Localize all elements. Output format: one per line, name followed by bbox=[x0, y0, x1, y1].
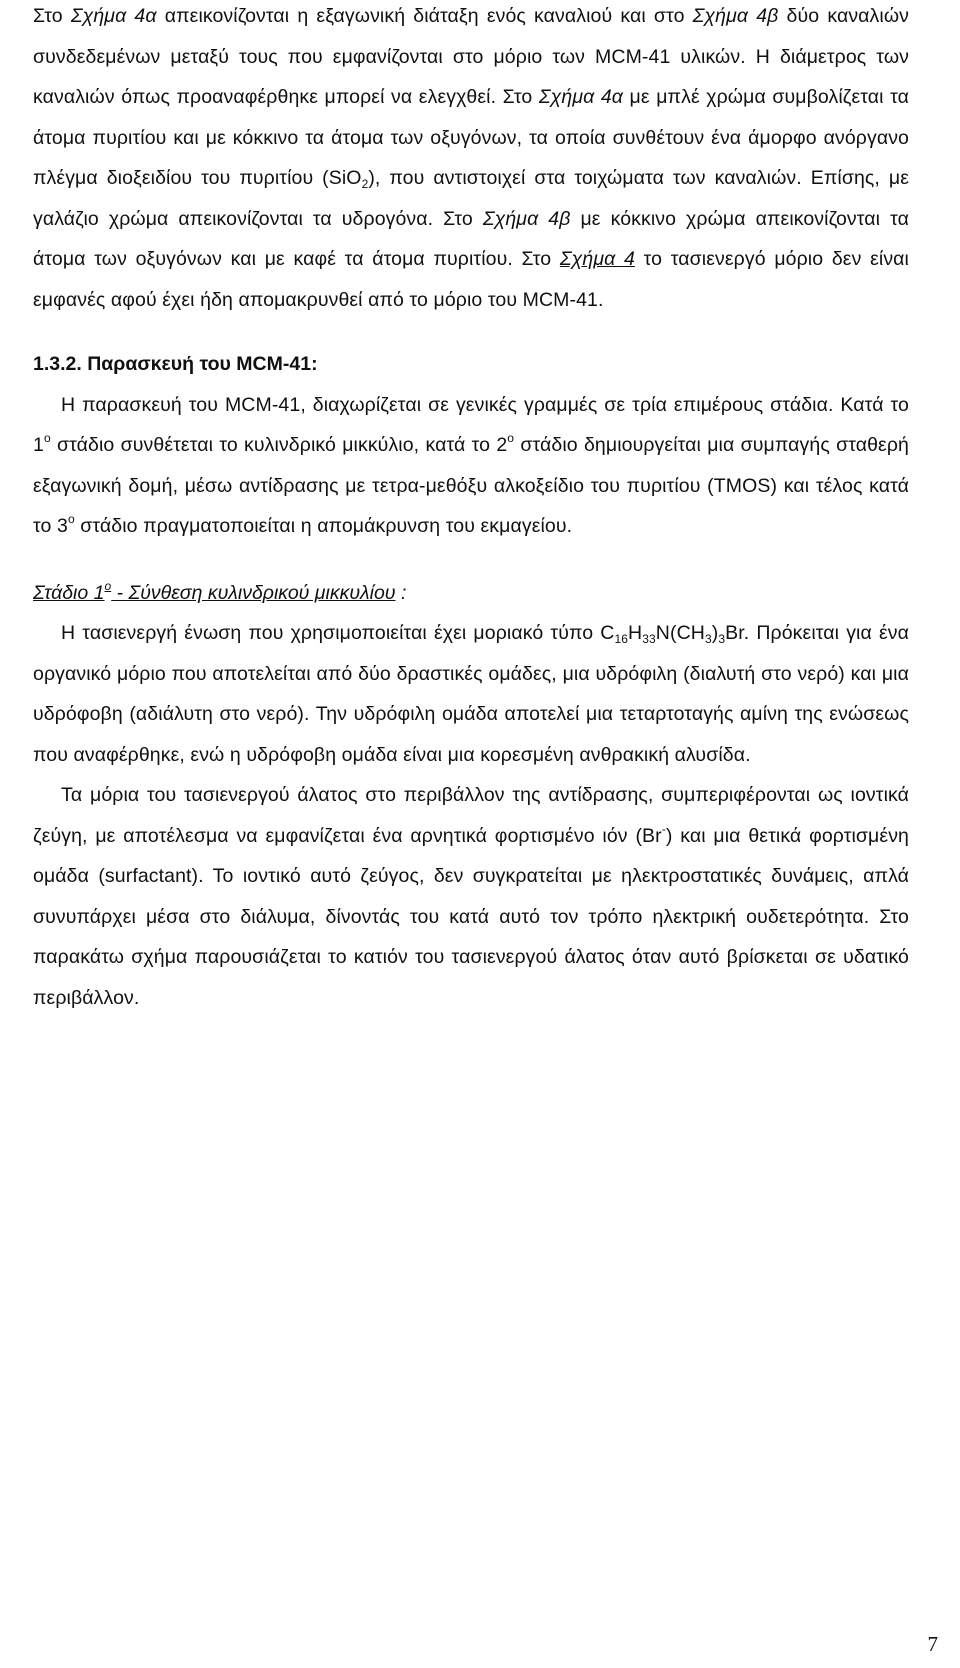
text-run: στάδιο πραγματοποιείται η απομάκρυνση του εκμαγείου. bbox=[74, 515, 573, 537]
text-run: Br. Πρόκειται για ένα οργανικό μόριο που αποτελείται από δύο δραστικές ομάδες, μια υδρόφιλη (διαλυτή στο νερό) και μια υδρόφοβη (αδιάλυτη στο νερό). Την υδρόφιλη ομάδα αποτελεί μια τεταρτοταγής αμίνη της ενώσεως που αναφέρθηκε, ενώ η υδρόφοβη ομάδα είναι μια κορεσμένη ανθρακική αλυσίδα. bbox=[33, 622, 909, 766]
text-run: ) bbox=[711, 622, 719, 644]
text-run: απεικονίζονται η εξαγωνική διάταξη ενός καναλιού και στο bbox=[156, 5, 693, 27]
subscript: 3 bbox=[704, 632, 712, 646]
text-run: H bbox=[628, 622, 643, 644]
page-number: 7 bbox=[927, 1632, 938, 1656]
superscript: ο bbox=[104, 578, 112, 593]
document-page bbox=[33, 0, 909, 1018]
subscript: 33 bbox=[642, 632, 656, 646]
section-heading: 1.3.2. Παρασκευή του MCM-41: bbox=[33, 353, 318, 375]
figure-ref-4a: Σχήμα 4α bbox=[70, 5, 157, 27]
text-run: Η παρασκευή του MCM-41, διαχωρίζεται σε γενικές γραμμές σε τρία επιμέρους στάδια. Κατά το 1 bbox=[33, 393, 909, 456]
text-run: Η τασιενεργή ένωση που χρησιμοποιείται έχει μοριακό τύπο C bbox=[61, 622, 615, 644]
text-run: με μπλέ χρώμα συμβολίζεται τα άτομα πυριτίου και με κόκκινο τα άτομα των οξυγόνων, τα οποία συνθέτουν ένα άμορφο ανόργανο πλέγμα διοξειδίου του πυριτίου (SiO bbox=[33, 86, 910, 189]
text-run: N(CH bbox=[655, 622, 705, 644]
superscript: ο bbox=[67, 512, 75, 526]
figure-ref-4: Σχήμα 4 bbox=[559, 248, 635, 270]
paragraph-figure-description bbox=[33, 0, 909, 320]
figure-ref-4b: Σχήμα 4β bbox=[482, 207, 571, 230]
superscript: ο bbox=[507, 431, 515, 445]
text-run: με κόκκινο χρώμα απεικονίζονται τα άτομα των οξυγόνων και με καφέ τα άτομα πυριτίου. Στο bbox=[33, 207, 909, 270]
stage-title-text: - Σύνθεση κυλινδρικού μικκυλίου bbox=[111, 581, 396, 604]
stage-1-title bbox=[33, 573, 909, 614]
superscript: ο bbox=[43, 431, 51, 445]
text-run: Στο bbox=[33, 5, 71, 27]
text-run: στάδιο συνθέτεται το κυλινδρικό μικκύλιο, κατά το 2 bbox=[50, 434, 508, 456]
text-run: ), που αντιστοιχεί στα τοιχώματα των καναλιών. Επίσης, με γαλάζιο χρώμα απεικονίζονται τα υδρογόνα. Στο bbox=[33, 167, 909, 230]
stage-title-colon: : bbox=[395, 581, 407, 604]
text-run: Τα μόρια του τασιενεργού άλατος στο περιβάλλον της αντίδρασης, συμπεριφέρονται ως ιοντικά ζεύγη, με αποτέλεσμα να εμφανίζεται ένα αρνητικά φορτισμένο ιόν (Br bbox=[33, 784, 909, 847]
paragraph-surfactant-formula bbox=[33, 613, 909, 775]
paragraph-preparation-stages bbox=[33, 385, 909, 547]
text-run: στάδιο δημιουργείται μια συμπαγής σταθερή εξαγωνική δομή, μέσω αντίδρασης με τετρα-μεθόξυ αλκοξείδιο του πυριτίου (TMOS) και τέλος κατά το 3 bbox=[33, 434, 909, 537]
stage-title-text: Στάδιο 1 bbox=[33, 581, 105, 604]
superscript: - bbox=[661, 821, 666, 836]
text-run: ) και μια θετικά φορτισμένη ομάδα (surfactant). Το ιοντικό αυτό ζεύγος, δεν συγκρατείται με ηλεκτροστατικές δυνάμεις, απλά συνυπάρχει μέσα στο διάλυμα, δίνοντάς του κατά αυτό τον τρόπο ηλεκτρική ουδετερότητα. Στο παρακάτω σχήμα παρουσιάζεται το κατιόν του τασιενεργού άλατος όταν αυτό βρίσκεται σε υδατικό περιβάλλον. bbox=[33, 824, 909, 1009]
text-run: δύο καναλιών συνδεδεμένων μεταξύ τους που εμφανίζονται στο μόριο των MCM-41 υλικών. Η διάμετρος των καναλιών όπως προαναφέρθηκε μπορεί να ελεγχθεί. Στο bbox=[33, 5, 909, 108]
text-run: το τασιενεργό μόριο δεν είναι εμφανές αφού έχει ήδη απομακρυνθεί από το μόριο του MCM-41. bbox=[33, 248, 909, 311]
figure-ref-4a: Σχήμα 4α bbox=[538, 86, 624, 108]
subscript: 3 bbox=[718, 632, 726, 646]
subscript: 2 bbox=[361, 177, 369, 191]
paragraph-ion-pairs bbox=[33, 775, 909, 1018]
subscript: 16 bbox=[614, 632, 629, 646]
figure-ref-4b: Σχήμα 4β bbox=[692, 5, 779, 27]
